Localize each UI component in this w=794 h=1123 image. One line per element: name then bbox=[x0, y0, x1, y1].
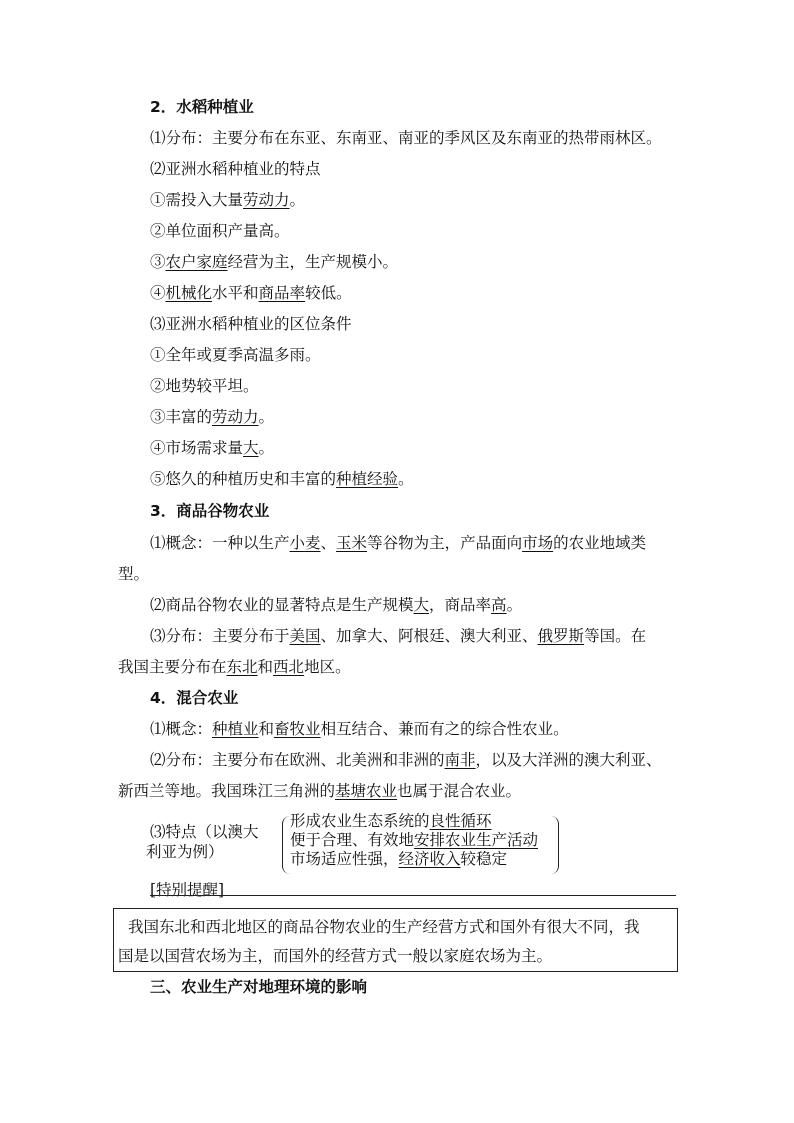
tip-title: [特别提醒] bbox=[150, 881, 225, 899]
mixed-features-label: ⑶特点（以澳大 bbox=[150, 823, 259, 841]
rice-feature-1: ①需投入大量劳动力。 bbox=[150, 191, 306, 209]
grain-concept-wrap: 型。 bbox=[118, 565, 150, 583]
rice-feature-2: ②单位面积产量高。 bbox=[150, 222, 290, 240]
grain-trait: ⑵商品谷物农业的显著特点是生产规模大，商品率高。 bbox=[150, 596, 523, 614]
rice-condition-3: ③丰富的劳动力。 bbox=[150, 408, 275, 426]
section-2-heading: 2．水稻种植业 bbox=[150, 98, 254, 116]
section-three-heading: 三、农业生产对地理环境的影响 bbox=[150, 978, 368, 996]
rice-feature-3: ③农户家庭经营为主，生产规模小。 bbox=[150, 253, 399, 271]
mixed-feature-2: 便于合理、有效地安排农业生产活动 bbox=[290, 831, 539, 849]
mixed-features-label-wrap: 利亚为例） bbox=[146, 843, 224, 861]
mixed-feature-1: 形成农业生态系统的良性循环 bbox=[290, 812, 492, 830]
rice-features-title: ⑵亚洲水稻种植业的特点 bbox=[150, 160, 321, 178]
rice-condition-5: ⑤悠久的种植历史和丰富的种植经验。 bbox=[150, 470, 414, 488]
mixed-distribution: ⑵分布：主要分布在欧洲、北美洲和非洲的南非，以及大洋洲的澳大利亚、 bbox=[150, 751, 662, 769]
section-3-heading: 3．商品谷物农业 bbox=[150, 502, 270, 520]
tip-rule bbox=[150, 895, 676, 896]
mixed-concept: ⑴概念：种植业和畜牧业相互结合、兼而有之的综合性农业。 bbox=[150, 720, 569, 738]
rice-feature-4: ④机械化水平和商品率较低。 bbox=[150, 284, 352, 302]
mixed-feature-3: 市场适应性强，经济收入较稳定 bbox=[290, 850, 508, 868]
tip-line-2: 国是以国营农场为主，而国外的经营方式一般以家庭农场为主。 bbox=[118, 947, 553, 965]
rice-condition-4: ④市场需求量大。 bbox=[150, 439, 275, 457]
grain-distribution-wrap: 我国主要分布在东北和西北地区。 bbox=[118, 658, 351, 676]
mixed-distribution-wrap: 新西兰等地。我国珠江三角洲的基塘农业也属于混合农业。 bbox=[118, 782, 522, 800]
section-4-heading: 4．混合农业 bbox=[150, 689, 239, 707]
grain-distribution: ⑶分布：主要分布于美国、加拿大、阿根廷、澳大利亚、俄罗斯等国。在 bbox=[150, 627, 647, 645]
rice-distribution: ⑴分布：主要分布在东亚、东南亚、南亚的季风区及东南亚的热带雨林区。 bbox=[150, 129, 662, 147]
rice-condition-1: ①全年或夏季高温多雨。 bbox=[150, 346, 321, 364]
grain-concept: ⑴概念：一种以生产小麦、玉米等谷物为主，产品面向市场的农业地域类 bbox=[150, 534, 647, 552]
rice-location-title: ⑶亚洲水稻种植业的区位条件 bbox=[150, 315, 352, 333]
tip-line-1: 我国东北和西北地区的商品谷物农业的生产经营方式和国外有很大不同，我 bbox=[128, 918, 640, 936]
right-brace bbox=[550, 816, 559, 874]
rice-condition-2: ②地势较平坦。 bbox=[150, 377, 259, 395]
tip-box bbox=[113, 908, 678, 972]
